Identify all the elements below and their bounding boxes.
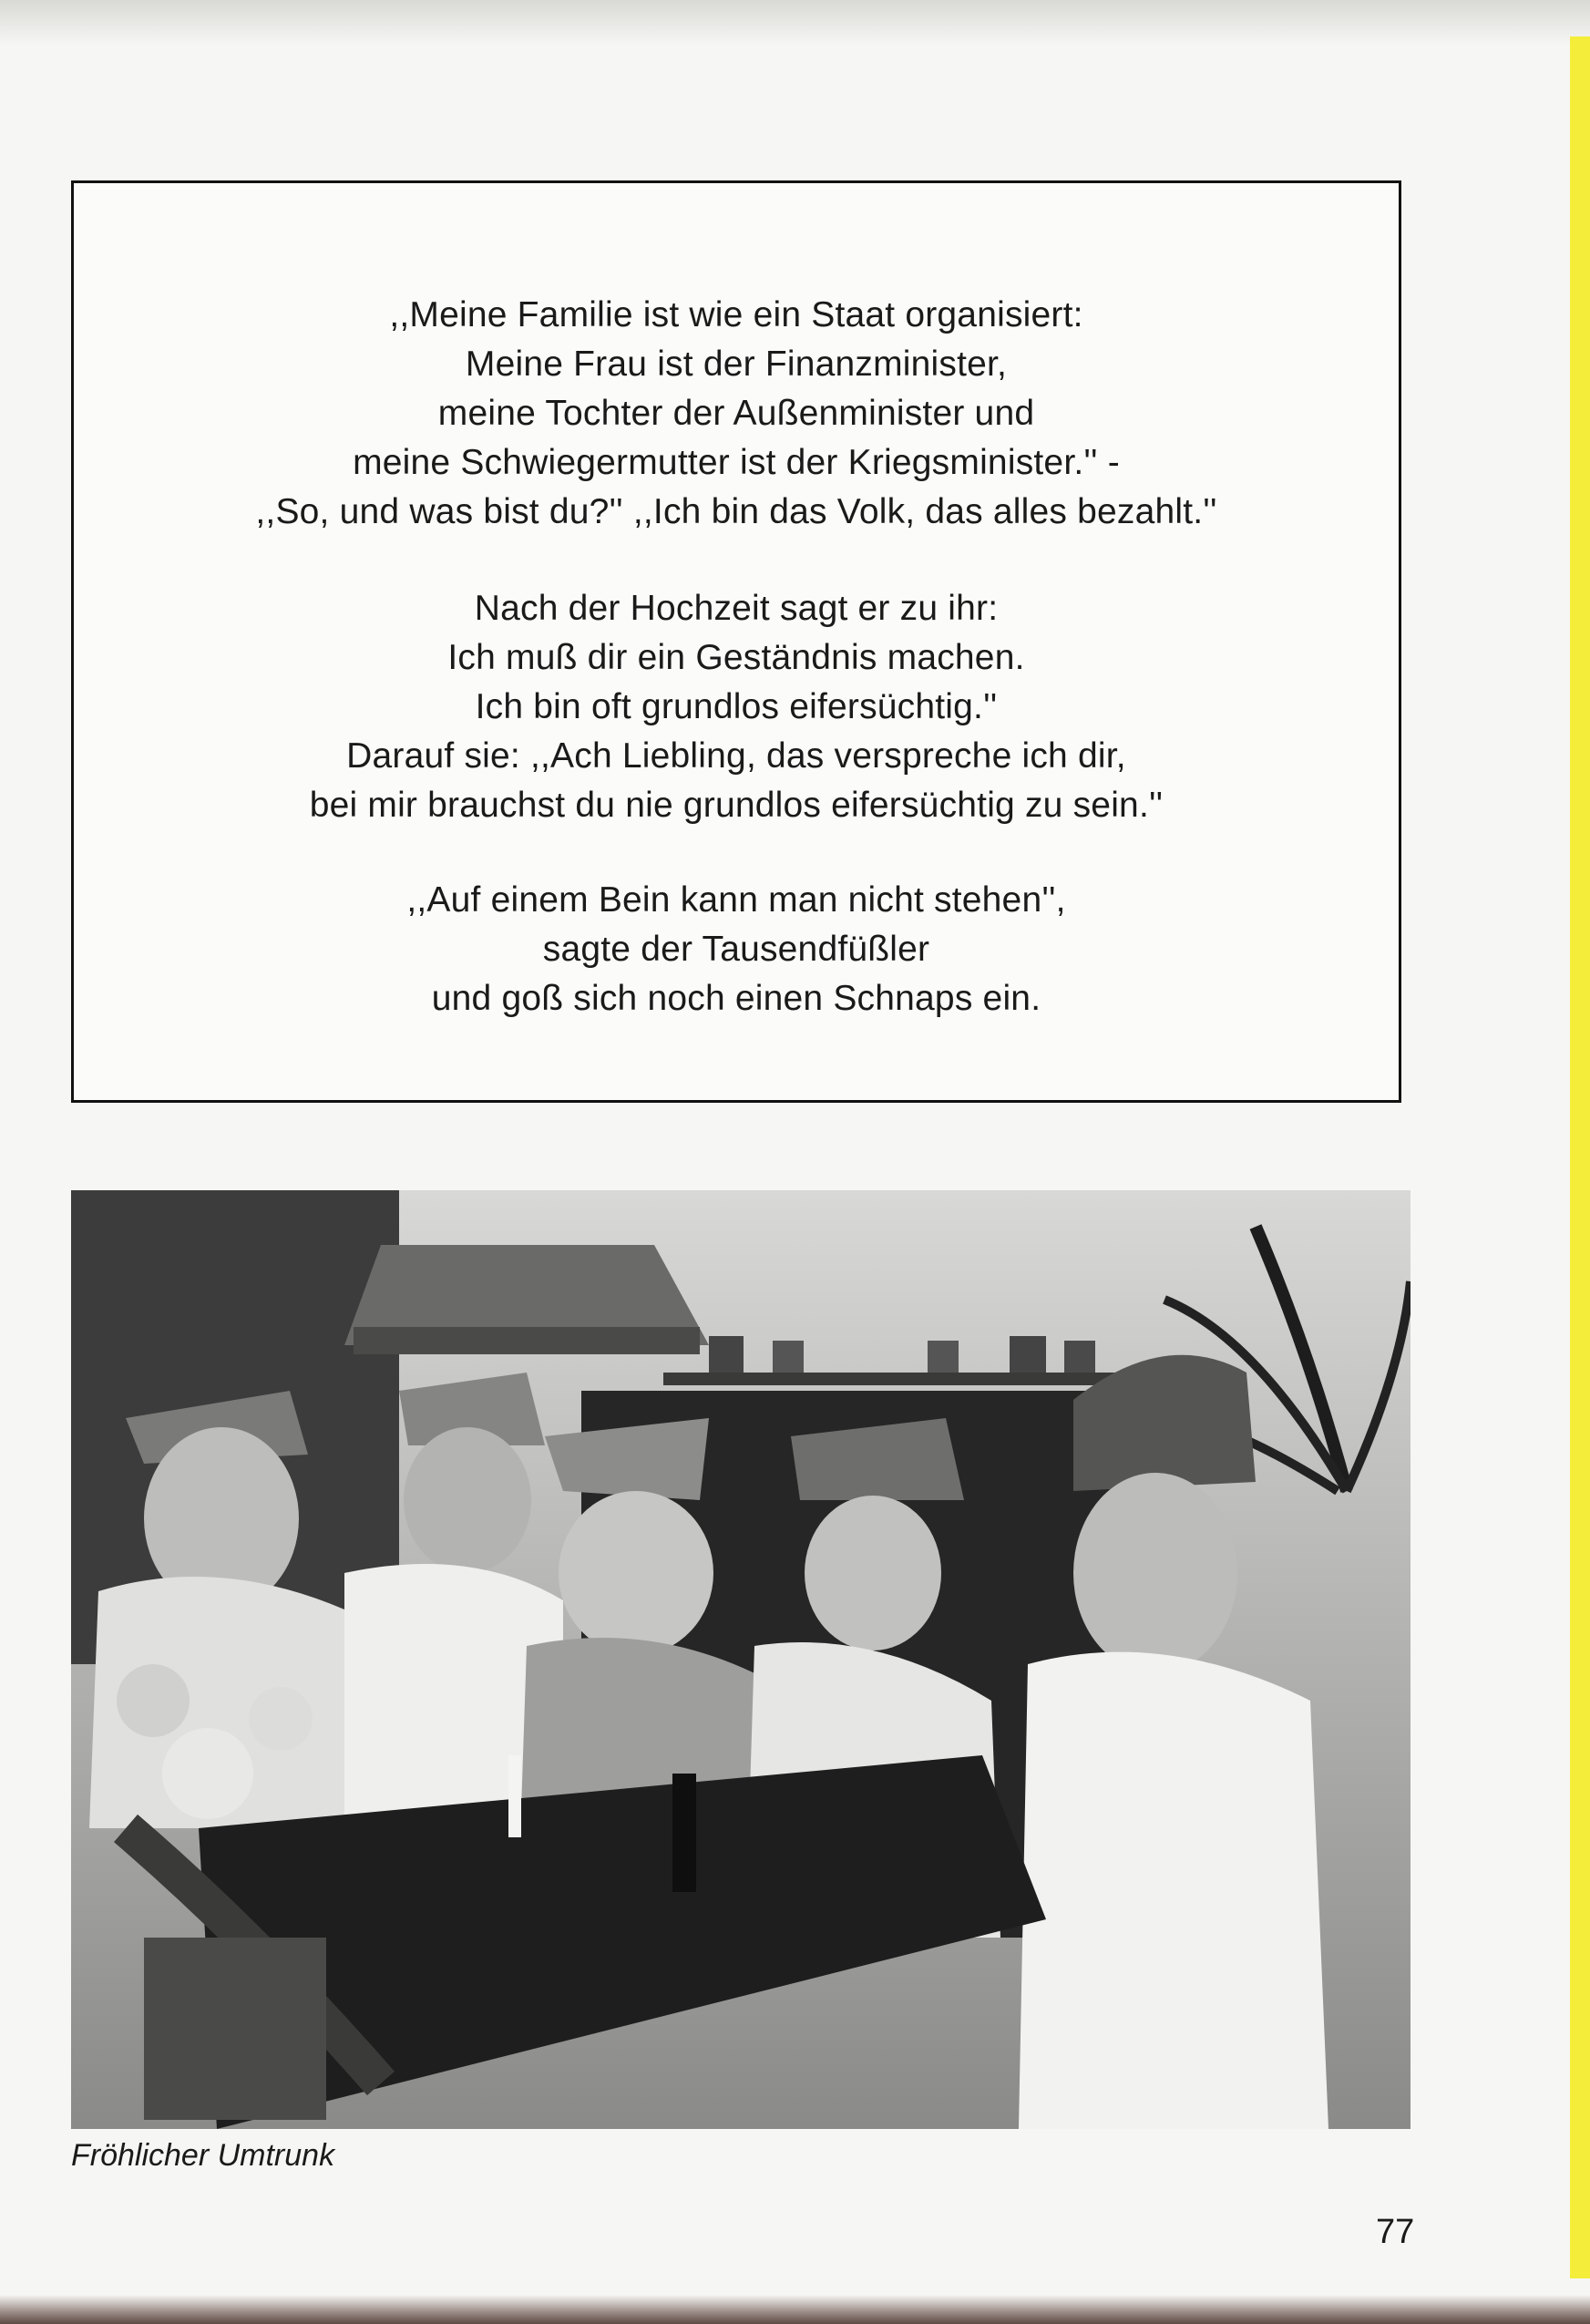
joke-line: meine Schwiegermutter ist der Kriegsminister.'' - xyxy=(353,443,1120,482)
joke-line: und goß sich noch einen Schnaps ein. xyxy=(431,979,1041,1018)
jokes-frame xyxy=(71,180,1401,1103)
joke-line: ,,Meine Familie ist wie ein Staat organisiert: xyxy=(389,295,1083,334)
joke-line: Ich muß dir ein Geständnis machen. xyxy=(447,638,1025,677)
carnival-party-photo xyxy=(71,1190,1410,2129)
joke-line: Meine Frau ist der Finanzminister, xyxy=(465,344,1008,384)
page-bottom-edge xyxy=(0,2295,1590,2324)
joke-line: ,,Auf einem Bein kann man nicht stehen'', xyxy=(406,880,1066,920)
joke-line: Nach der Hochzeit sagt er zu ihr: xyxy=(474,589,999,628)
photo-caption: Fröhlicher Umtrunk xyxy=(71,2138,335,2173)
joke-line: Ich bin oft grundlos eifersüchtig.'' xyxy=(475,687,998,726)
joke-line: Darauf sie: ,,Ach Liebling, das verspreche ich dir, xyxy=(346,736,1126,776)
joke-line: bei mir brauchst du nie grundlos eifersüchtig zu sein.'' xyxy=(309,786,1164,825)
joke-family-state xyxy=(74,291,1399,537)
joke-line: meine Tochter der Außenminister und xyxy=(437,394,1035,433)
joke-line: sagte der Tausendfüßler xyxy=(542,930,930,969)
joke-wedding-jealousy xyxy=(74,584,1399,830)
joke-line: ,,So, und was bist du?'' ,,Ich bin das Volk, das alles bezahlt.'' xyxy=(255,492,1217,531)
page-number: 77 xyxy=(1376,2213,1415,2251)
joke-centipede xyxy=(74,876,1399,1023)
photo-illustration xyxy=(71,1190,1410,2129)
page-top-shadow xyxy=(0,0,1590,46)
yellow-page-edge xyxy=(1570,36,1590,2278)
